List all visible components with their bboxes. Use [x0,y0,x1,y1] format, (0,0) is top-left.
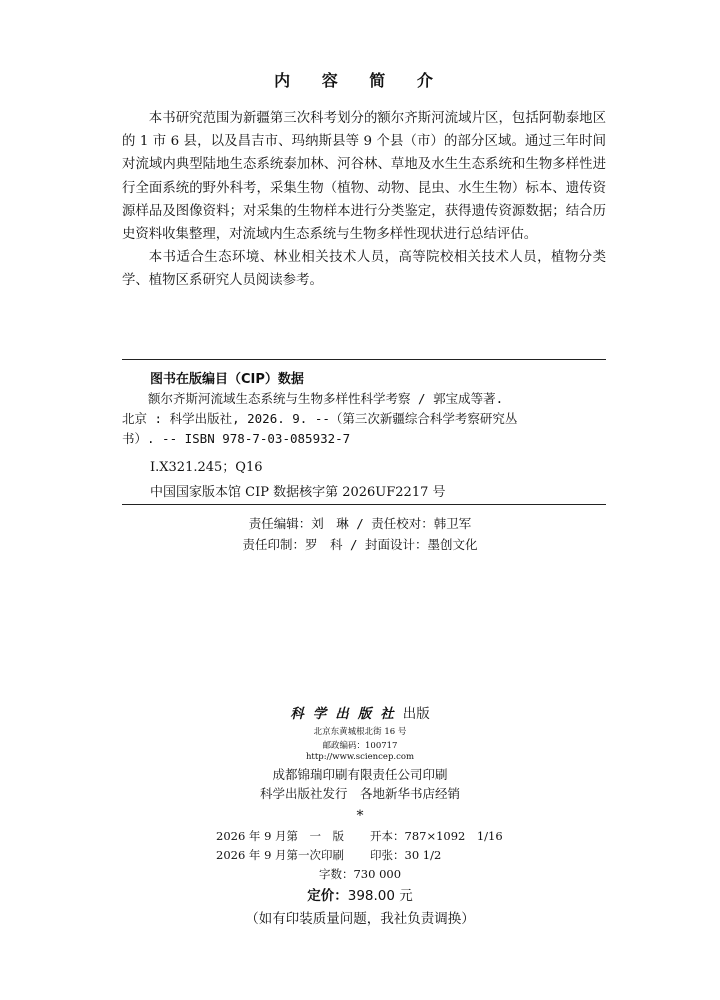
edition-info: 2026 年 9 月第 一 版 [216,829,345,843]
cip-heading: 图书在版编目（CIP）数据 [150,372,304,387]
editor-credits: 责任编辑：刘 琳 / 责任校对：韩卫军 [248,516,472,531]
publisher-website: http://www.sciencep.com [305,752,415,762]
word-count: 字数：730 000 [318,867,402,881]
format-info: 开本：787×1092 1/16 [370,829,503,843]
cip-classification: Ⅰ.X321.245；Q16 [150,460,263,475]
publisher-suffix: 出版 [402,706,430,722]
intro-paragraph: 本书研究范围为新疆第三次科考划分的额尔齐斯河流域片区，包括阿勒泰地区的 1 市 6 县，以及昌吉市、玛纳斯县等 9 个县（市）的部分区域。通过三年时间对流域内典型陆地生态系统泰加林、河谷林、草地及水生生态系统和生物多样性进行全面系统的野外科考，采集生物（植物、动物、昆虫、水生生物）标本、遗传资源样品及图像资料；对采集的生物样本进行分类鉴定，获得遗传资源数据；结合历史资料收集整理，对流域内生态系统与生物多样性现状进行总结评估。 [122,111,606,243]
price-value: 398.00 元 [347,888,413,904]
cip-line: 额尔齐斯河流域生态系统与生物多样性科学考察 / 郭宝成等著. [148,391,504,406]
price-label: 定价： [307,888,348,904]
cip-line: 北京 : 科学出版社, 2026. 9. --（第三次新疆综合科学考察研究丛 [122,411,518,426]
intro-title: 内 容 简 介 [274,71,446,90]
publisher-line [0,702,720,722]
cip-top-rule [122,359,606,360]
publisher-address: 北京东黄城根北街 16 号 [313,727,407,737]
quality-notice: （如有印装质量问题，我社负责调换） [245,911,475,927]
price [0,884,720,904]
separator-star: * [356,808,364,824]
intro-paragraph: 本书适合生态环境、林业相关技术人员，高等院校相关技术人员，植物分类学、植物区系研究人员阅读参考。 [122,250,606,289]
cip-record [122,389,606,449]
printer: 成都锦瑞印刷有限责任公司印刷 [272,767,448,782]
distribution: 科学出版社发行 各地新华书店经销 [259,786,460,801]
sheets-info: 印张：30 1/2 [370,848,442,862]
publisher-name: 科学出版社 [290,706,403,722]
publisher-postcode: 邮政编码：100717 [322,741,398,751]
production-credits: 责任印制：罗 科 / 封面设计：墨创文化 [242,537,478,552]
printing-info: 2026 年 9 月第一次印刷 [216,848,345,862]
intro-body [122,107,606,293]
cip-bottom-rule [122,504,606,505]
cip-check-number: 中国国家版本馆 CIP 数据核字第 2026UF2217 号 [150,485,446,500]
cip-line: 书）. -- ISBN 978-7-03-085932-7 [122,431,351,446]
